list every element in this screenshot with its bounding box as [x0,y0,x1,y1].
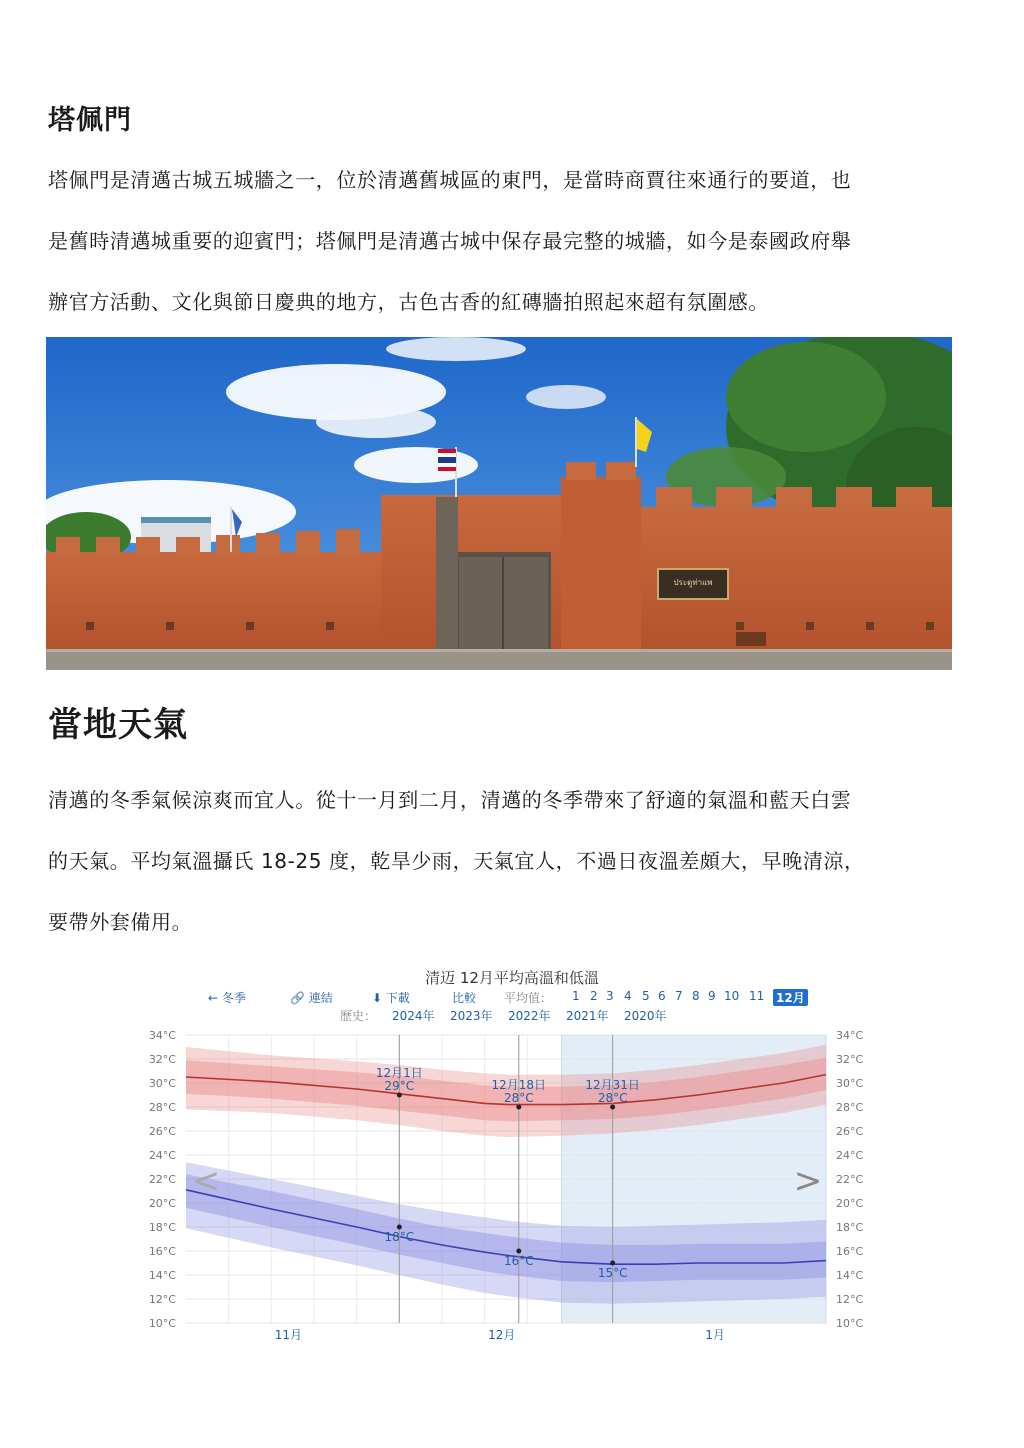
compare-button[interactable]: 比較 [452,991,477,1005]
link-button[interactable]: 🔗 連結 [290,991,333,1005]
tha-pae-gate-photo [46,337,952,670]
paragraph-line: 的天氣。平均氣溫攝氏 18-25 度，乾旱少雨，天氣宜人，不過日夜溫差頗大，早晚清涼， [48,849,865,873]
annotation-low-label: 15°C [597,1266,628,1280]
month-link-6[interactable]: 6 [658,989,666,1003]
y-tick-label-left: 14°C [148,1269,176,1282]
chart-next-arrow-icon[interactable]: > [793,1161,823,1201]
y-tick-label-left: 26°C [148,1125,176,1138]
y-tick-label-right: 30°C [836,1077,864,1090]
history-year-link[interactable]: 2021年 [566,1009,609,1023]
y-tick-label-right: 12°C [836,1293,864,1306]
chart-prev-arrow-icon[interactable]: < [191,1161,221,1201]
month-link-10[interactable]: 10 [724,989,740,1003]
y-tick-label-left: 34°C [148,1029,176,1042]
y-tick-label-right: 24°C [836,1149,864,1162]
month-link-11[interactable]: 11 [749,989,765,1003]
y-tick-label-left: 18°C [148,1221,176,1234]
y-tick-label-right: 22°C [836,1173,864,1186]
y-tick-label-left: 32°C [148,1053,176,1066]
month-current-12[interactable]: 12月 [773,989,808,1006]
y-tick-label-left: 10°C [148,1317,176,1330]
annotation-low-label: 16°C [503,1254,534,1268]
annotation-date-label: 12月18日 [491,1078,547,1092]
history-label: 歷史： [340,1009,377,1023]
gate-sign-text: ประตูท่าแพ [673,578,713,587]
chart-canvas [132,962,892,1352]
month-link-5[interactable]: 5 [642,989,650,1003]
annotation-low-point [397,1225,402,1230]
annotation-high-point [397,1093,402,1098]
section-paragraph-tha-pae-gate [48,166,978,349]
y-tick-label-left: 16°C [148,1245,176,1258]
paragraph-line: 要帶外套備用。 [48,910,193,934]
section-paragraph-weather [48,786,978,969]
history-year-link[interactable]: 2022年 [508,1009,551,1023]
y-tick-label-left: 20°C [148,1197,176,1210]
annotation-high-point [516,1105,521,1110]
back-to-winter-link[interactable]: ← 冬季 [208,991,246,1005]
month-link-2[interactable]: 2 [590,989,598,1003]
y-tick-label-right: 16°C [836,1245,864,1258]
annotation-high-label: 28°C [503,1091,534,1105]
month-link-9[interactable]: 9 [708,989,716,1003]
y-tick-label-left: 30°C [148,1077,176,1090]
annotation-low-point [610,1261,615,1266]
y-tick-label-right: 10°C [836,1317,864,1330]
y-tick-label-left: 28°C [148,1101,176,1114]
y-tick-label-right: 34°C [836,1029,864,1042]
annotation-high-label: 28°C [597,1091,628,1105]
y-tick-label-left: 12°C [148,1293,176,1306]
month-link-8[interactable]: 8 [692,989,700,1003]
history-year-link[interactable]: 2024年 [392,1009,435,1023]
history-year-link[interactable]: 2023年 [450,1009,493,1023]
section-title-tha-pae-gate: 塔佩門 [48,105,132,136]
month-link-4[interactable]: 4 [624,989,632,1003]
x-month-label: 11月 [274,1328,303,1342]
y-tick-label-left: 22°C [148,1173,176,1186]
y-tick-label-right: 32°C [836,1053,864,1066]
average-label: 平均值： [504,991,553,1005]
annotation-high-label: 29°C [384,1079,415,1093]
chart-title: 清迈 12月平均高溫和低溫 [425,969,599,987]
annotation-low-label: 18°C [384,1230,415,1244]
y-tick-label-right: 14°C [836,1269,864,1282]
x-month-label: 12月 [488,1328,516,1342]
annotation-high-point [610,1105,615,1110]
y-tick-label-right: 28°C [836,1101,864,1114]
paragraph-line: 辦官方活動、文化與節日慶典的地方，古色古香的紅磚牆拍照起來超有氛圍感。 [48,290,769,314]
paragraph-line: 是舊時清邁城重要的迎賓門；塔佩門是清邁古城中保存最完整的城牆，如今是泰國政府舉 [48,229,852,253]
month-link-7[interactable]: 7 [675,989,683,1003]
annotation-date-label: 12月1日 [375,1066,423,1080]
y-tick-label-right: 20°C [836,1197,864,1210]
month-link-1[interactable]: 1 [572,989,580,1003]
download-button[interactable]: ⬇ 下載 [372,991,410,1005]
annotation-date-label: 12月31日 [585,1078,640,1092]
annotation-low-point [516,1249,521,1254]
x-month-label: 1月 [705,1328,725,1342]
history-year-link[interactable]: 2020年 [624,1009,667,1023]
temperature-chart [132,962,892,1352]
section-title-local-weather: 當地天氣 [48,705,188,745]
tha-pae-gate-illustration [46,337,952,670]
paragraph-line: 清邁的冬季氣候涼爽而宜人。從十一月到二月，清邁的冬季帶來了舒適的氣溫和藍天白雲 [48,788,852,812]
paragraph-line: 塔佩門是清邁古城五城牆之一，位於清邁舊城區的東門，是當時商賈往來通行的要道，也 [48,168,852,192]
y-tick-label-left: 24°C [148,1149,176,1162]
y-tick-label-right: 26°C [836,1125,864,1138]
y-tick-label-right: 18°C [836,1221,864,1234]
month-link-3[interactable]: 3 [606,989,614,1003]
